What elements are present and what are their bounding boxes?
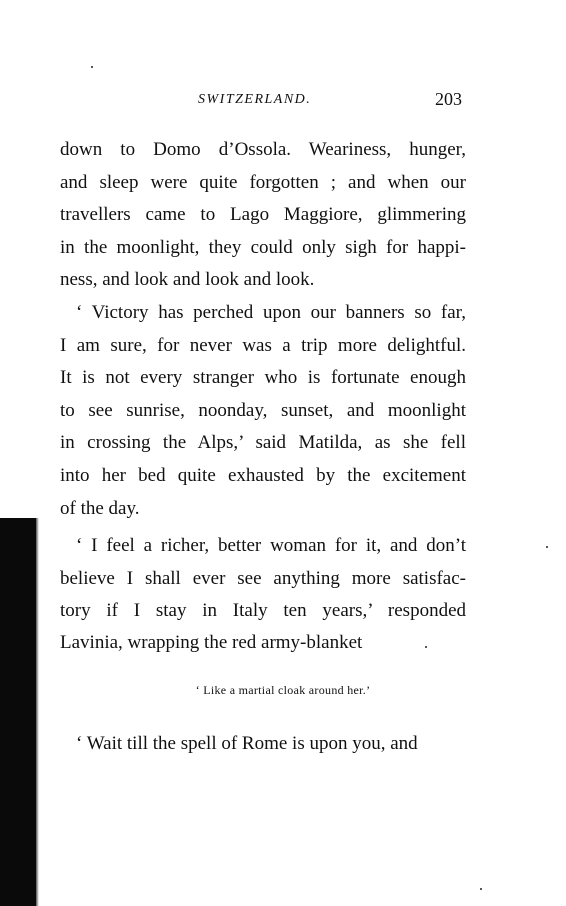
text-line: I am sure, for never was a trip more delightful. — [60, 335, 466, 356]
text-line: to see sunrise, noonday, sunset, and moonlight — [60, 400, 466, 421]
text-line: ness, and look and look and look. — [60, 269, 315, 290]
scan-speck — [480, 888, 482, 890]
text-line: down to Domo d’Ossola. Weariness, hunger, — [60, 139, 466, 160]
text-line: believe I shall ever see anything more satisfac- — [60, 568, 466, 589]
block-quote: ‘ Like a martial cloak around her.’ — [195, 683, 371, 697]
scan-speck — [546, 546, 548, 548]
scan-shadow — [0, 518, 36, 906]
text-line: and sleep were quite forgotten ; and when our — [60, 172, 466, 193]
text-line: travellers came to Lago Maggiore, glimmering — [60, 204, 466, 225]
scan-speck — [425, 646, 427, 648]
text-line: in crossing the Alps,’ said Matilda, as she fell — [60, 432, 466, 453]
text-line: of the day. — [60, 498, 140, 519]
scan-shadow-fade — [36, 518, 39, 906]
text-line: ‘ I feel a richer, better woman for it, and don’t — [76, 535, 466, 556]
text-line: into her bed quite exhausted by the excitement — [60, 465, 466, 486]
running-header: SWITZERLAND. — [198, 92, 312, 107]
text-line: Lavinia, wrapping the red army-blanket — [60, 632, 363, 653]
text-line: ‘ Victory has perched upon our banners so far, — [76, 302, 466, 323]
text-line: It is not every stranger who is fortunate enough — [60, 367, 466, 388]
text-line: ‘ Wait till the spell of Rome is upon you, and — [76, 733, 418, 754]
text-line: in the moonlight, they could only sigh for happi- — [60, 237, 466, 258]
scan-speck — [91, 66, 93, 68]
text-line: tory if I stay in Italy ten years,’ responded — [60, 600, 466, 621]
page-number: 203 — [435, 89, 462, 109]
